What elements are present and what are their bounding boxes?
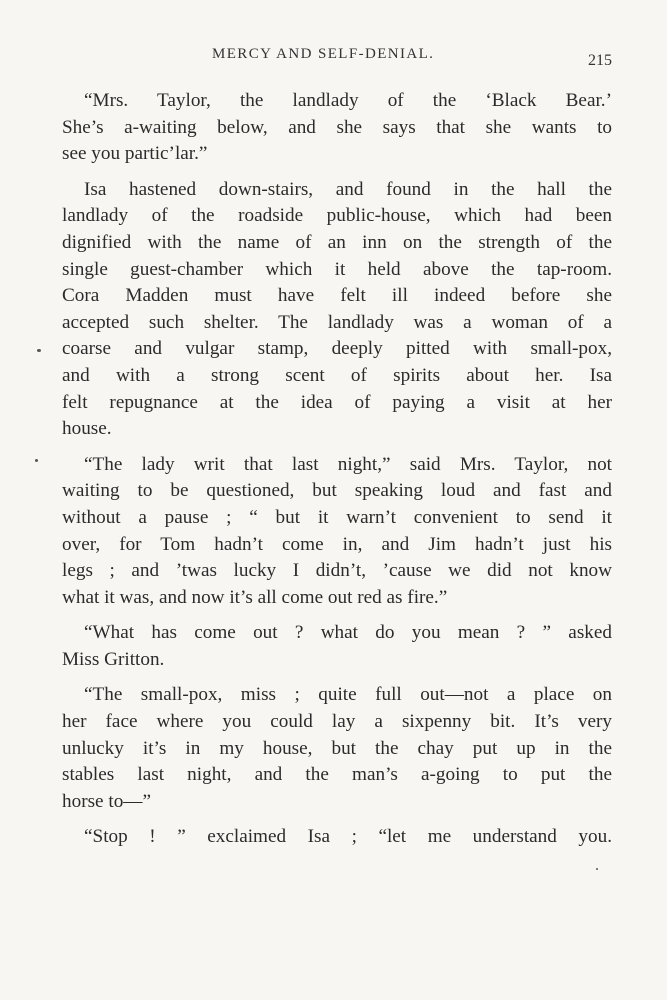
body-text [62,88,612,851]
paragraph [62,88,612,168]
paragraph-gap [62,815,612,824]
paragraph [62,682,612,815]
text-line: Isa hastened down-stairs, and found in the hall the [84,178,612,200]
paragraph [62,824,612,851]
paragraph [62,452,612,612]
paragraph-gap [62,673,612,682]
text-line: “The small-pox, miss ; quite full out—not a place on [84,684,612,706]
text-line: over, for Tom hadn’t come in, and Jim hadn’t just his [62,533,612,555]
paragraph-gap [62,611,612,620]
text-line: accepted such shelter. The landlady was a woman of a [62,311,612,333]
paragraph [62,620,612,673]
text-line: her face where you could lay a sixpenny bit. It’s very [62,711,612,733]
text-line: horse to—” [62,790,151,812]
text-line: single guest-chamber which it held above the tap-room. [62,258,612,280]
paragraph-gap [62,443,612,452]
text-line: dignified with the name of an inn on the strength of the [62,231,612,253]
text-line: what it was, and now it’s all come out red as fire.” [62,586,448,608]
text-line: stables last night, and the man’s a-going to put the [62,764,612,786]
print-speck [37,349,41,352]
text-line: Cora Madden must have felt ill indeed before she [62,285,612,307]
text-line: unlucky it’s in my house, but the chay put up in the [62,737,612,759]
text-line: felt repugnance at the idea of paying a visit at her [62,391,612,413]
text-line: and with a strong scent of spirits about her. Isa [62,364,612,386]
running-title: MERCY AND SELF-DENIAL. [212,46,435,62]
text-line: legs ; and ’twas lucky I didn’t, ’cause we did not know [62,560,612,582]
paragraph-gap [62,168,612,177]
text-line: without a pause ; “ but it warn’t convenient to send it [62,506,612,528]
text-line: landlady of the roadside public-house, which had been [62,205,612,227]
text-line: She’s a-waiting below, and she says that she wants to [62,116,612,138]
text-line: “Mrs. Taylor, the landlady of the ‘Black Bear.’ [84,90,612,111]
text-line: house. [62,418,112,440]
print-speck [35,459,38,462]
text-line: “The lady writ that last night,” said Mrs. Taylor, not [84,453,612,475]
page-number: 215 [588,52,612,69]
text-line: coarse and vulgar stamp, deeply pitted with small-pox, [62,338,612,360]
text-line: “What has come out ? what do you mean ? ” asked [84,622,612,644]
text-line: see you partic’lar.” [62,143,208,165]
text-line: “Stop ! ” exclaimed Isa ; “let me understand you. [84,826,612,848]
text-line: Miss Gritton. [62,648,165,670]
running-head [62,46,612,70]
print-speck [596,868,598,870]
paragraph [62,177,612,443]
text-line: waiting to be questioned, but speaking loud and fast and [62,480,612,502]
